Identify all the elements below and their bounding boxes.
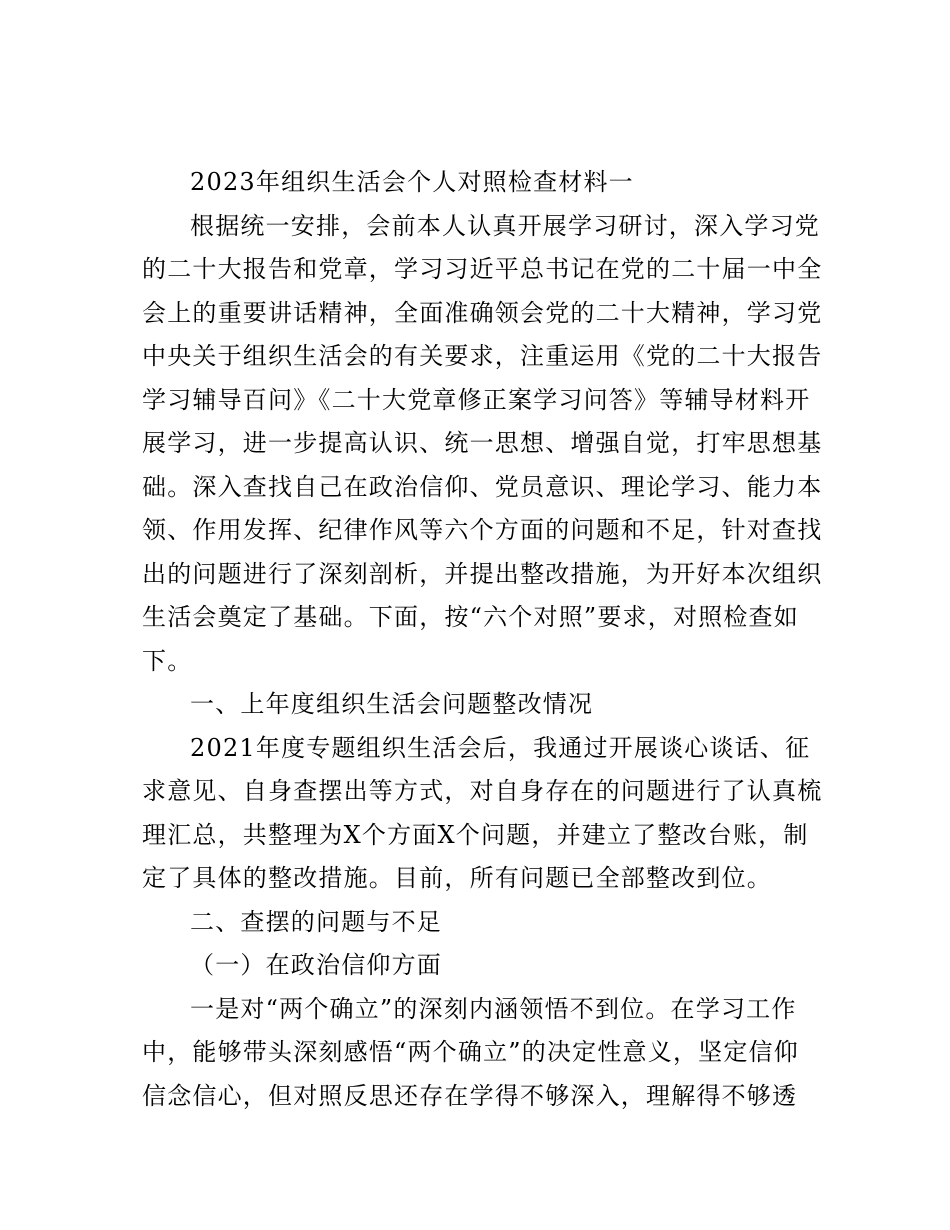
section1-line: 理汇总，共整理为X个方面X个问题，并建立了整改台账，制 [142,821,809,849]
section-heading: 一、上年度组织生活会问题整改情况 [190,690,594,718]
section1-line: 2021年度专题组织生活会后，我通过开展谈心谈话、征 [190,734,811,762]
intro-line: 展学习，进一步提高认识、统一思想、增强自觉，打牢思想基 [142,429,823,457]
intro-line: 下。 [142,647,193,675]
intro-line: 生活会奠定了基础。下面，按“六个对照”要求，对照检查如 [142,603,799,631]
subsection1-line: 一是对“两个确立”的深刻内涵领悟不到位。在学习工作 [190,995,797,1023]
intro-line: 的二十大报告和党章，学习习近平总书记在党的二十届一中全 [142,255,823,283]
intro-line: 会上的重要讲话精神，全面准确领会党的二十大精神，学习党 [142,299,823,327]
section-heading: 二、查摆的问题与不足 [190,908,442,936]
section1-line: 定了具体的整改措施。目前，所有问题已全部整改到位。 [142,864,772,892]
subsection1-line: 中，能够带头深刻感悟“两个确立”的决定性意义，坚定信仰 [142,1038,799,1066]
subsection-heading: （一）在政治信仰方面 [190,951,442,979]
document-title: 2023年组织生活会个人对照检查材料一 [190,168,634,196]
intro-line: 学习辅导百问》《二十大党章修正案学习问答》等辅导材料开 [142,386,811,414]
intro-line: 根据统一安排，会前本人认真开展学习研讨，深入学习党 [190,212,820,240]
intro-line: 出的问题进行了深刻剖析，并提出整改措施，为开好本次组织 [142,560,823,588]
intro-line: 中央关于组织生活会的有关要求，注重运用《党的二十大报告 [142,342,823,370]
intro-line: 领、作用发挥、纪律作风等六个方面的问题和不足，针对查找 [142,516,823,544]
intro-line: 础。深入查找自己在政治信仰、党员意识、理论学习、能力本 [142,473,823,501]
section1-line: 求意见、自身查摆出等方式，对自身存在的问题进行了认真梳 [142,777,823,805]
subsection1-line: 信念信心，但对照反思还存在学得不够深入，理解得不够透 [142,1082,798,1110]
